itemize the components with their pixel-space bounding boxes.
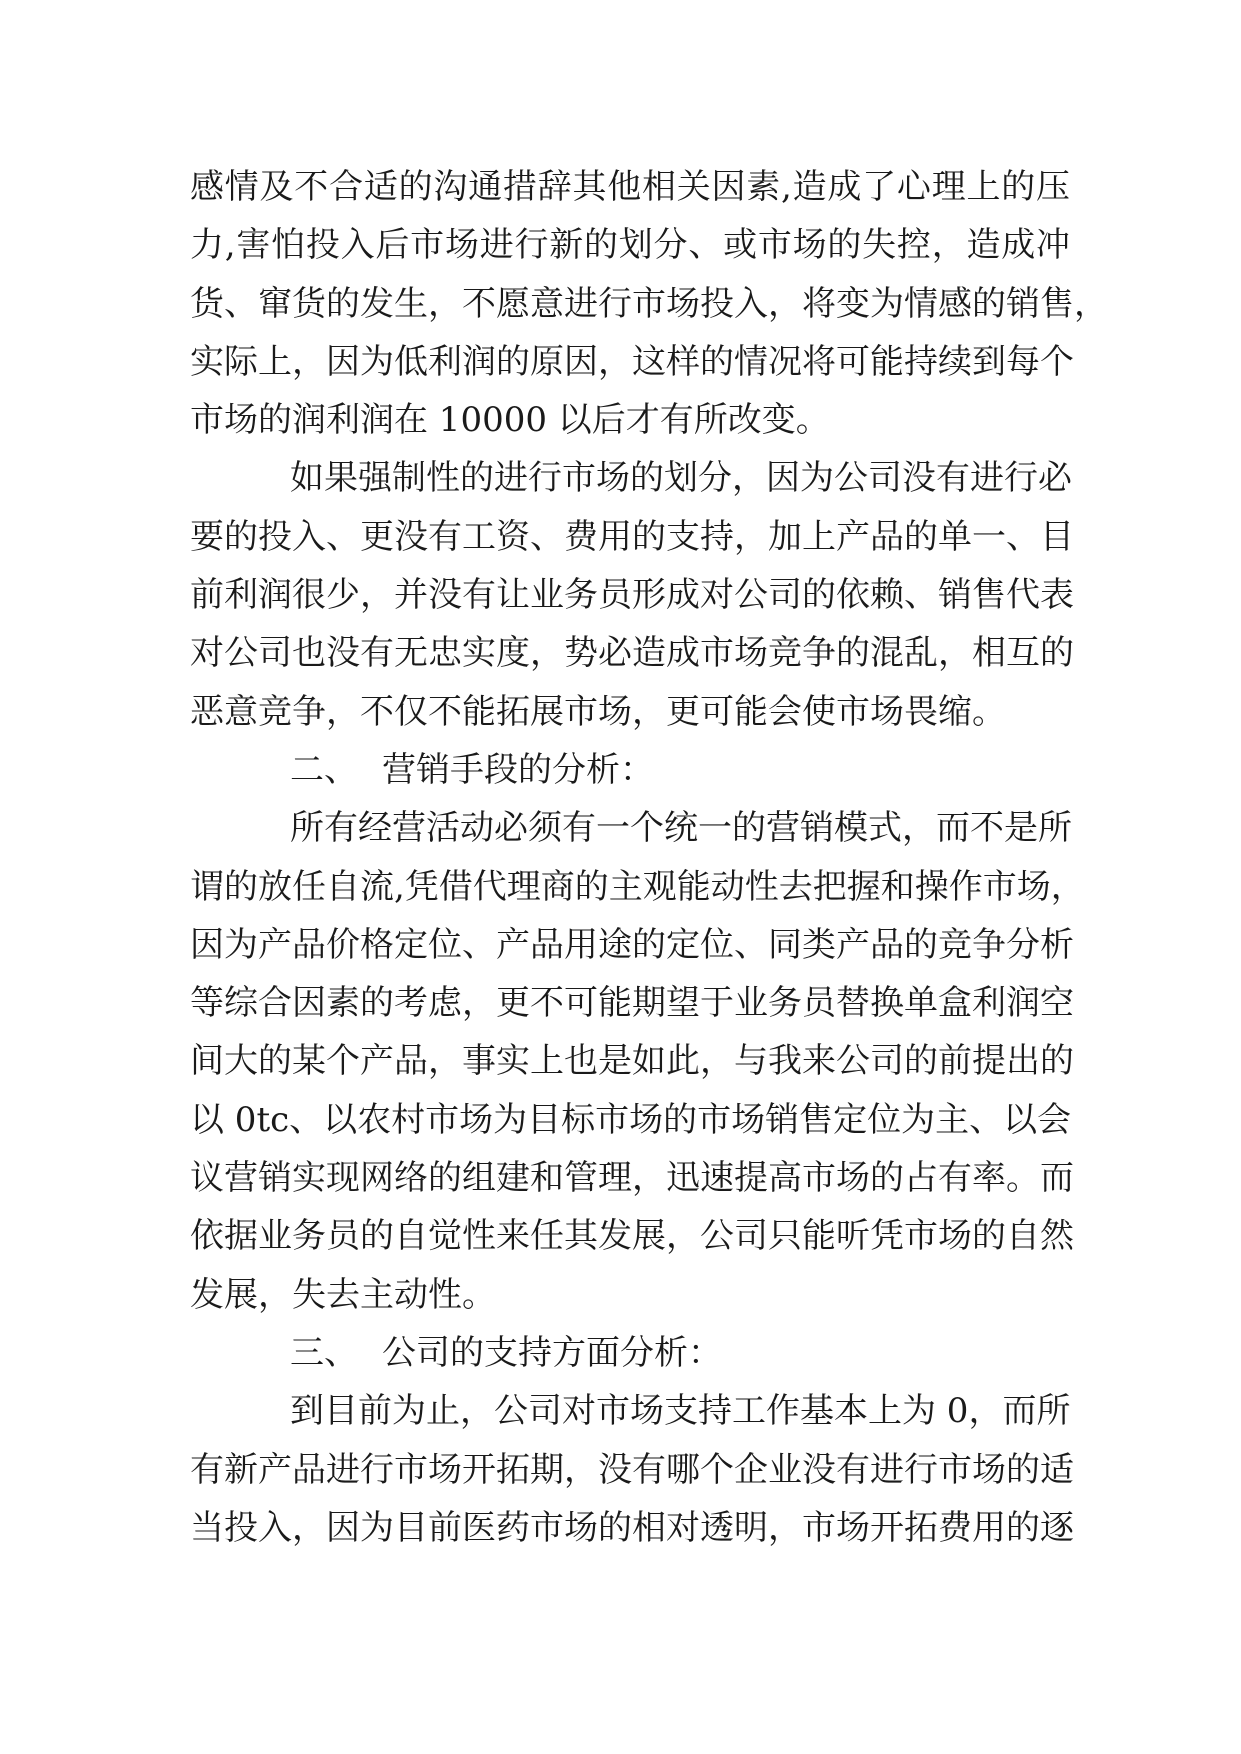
- text-line: 所有经营活动必须有一个统一的营销模式，而不是所: [290, 808, 1072, 849]
- text-line: 要的投入、更没有工资、费用的支持，加上产品的单一、目: [190, 516, 1074, 557]
- section-title: 营销手段的分析：: [382, 749, 654, 790]
- text-line: 议营销实现网络的组建和管理，迅速提高市场的占有率。而: [190, 1158, 1074, 1199]
- text-line: 因为产品价格定位、产品用途的定位、同类产品的竞争分析: [190, 924, 1074, 965]
- section-title: 公司的支持方面分析：: [382, 1332, 722, 1373]
- text-line: 市场的润利润在 10000 以后才有所改变。: [190, 400, 830, 441]
- text-line: 发展，失去主动性。: [190, 1274, 496, 1315]
- section-heading-2: [190, 741, 1070, 799]
- section-number: 三、: [290, 1332, 358, 1373]
- text-line: 依据业务员的自觉性来任其发展，公司只能听凭市场的自然: [190, 1216, 1074, 1257]
- text-line: 当投入，因为目前医药市场的相对透明，市场开拓费用的逐: [190, 1507, 1074, 1548]
- text-line: 货、窜货的发生，不愿意进行市场投入，将变为情感的销售，: [190, 283, 1108, 324]
- text-line: 感情及不合适的沟通措辞其他相关因素,造成了心理上的压: [190, 167, 1070, 207]
- text-line: 前利润很少，并没有让业务员形成对公司的依赖、销售代表: [190, 575, 1074, 616]
- section-heading-3: [190, 1324, 1070, 1382]
- text-line: 恶意竞争，不仅不能拓展市场，更可能会使市场畏缩。: [190, 691, 1006, 732]
- text-line: 间大的某个产品，事实上也是如此，与我来公司的前提出的: [190, 1041, 1074, 1082]
- paragraph-2: [190, 449, 1074, 740]
- section-number: 二、: [290, 749, 358, 790]
- text-line: 如果强制性的进行市场的划分，因为公司没有进行必: [290, 458, 1072, 499]
- text-line: 到目前为止，公司对市场支持工作基本上为 0，而所: [290, 1391, 1071, 1432]
- document-body: [190, 158, 1108, 1557]
- text-line: 对公司也没有无忠实度，势必造成市场竞争的混乱，相互的: [190, 633, 1074, 674]
- text-line: 有新产品进行市场开拓期，没有哪个企业没有进行市场的适: [190, 1449, 1074, 1490]
- text-line: 力,害怕投入后市场进行新的划分、或市场的失控，造成冲: [190, 225, 1070, 266]
- text-line: 谓的放任自流,凭借代理商的主观能动性去把握和操作市场，: [190, 866, 1085, 907]
- paragraph-1: [190, 158, 1108, 449]
- paragraph-3: [190, 799, 1085, 1324]
- text-line: 实际上，因为低利润的原因，这样的情况将可能持续到每个: [190, 341, 1074, 382]
- paragraph-4: [190, 1382, 1074, 1557]
- text-line: 以 0tc、以农村市场为目标市场的市场销售定位为主、以会: [190, 1099, 1072, 1140]
- text-line: 等综合因素的考虑，更不可能期望于业务员替换单盒利润空: [190, 983, 1074, 1024]
